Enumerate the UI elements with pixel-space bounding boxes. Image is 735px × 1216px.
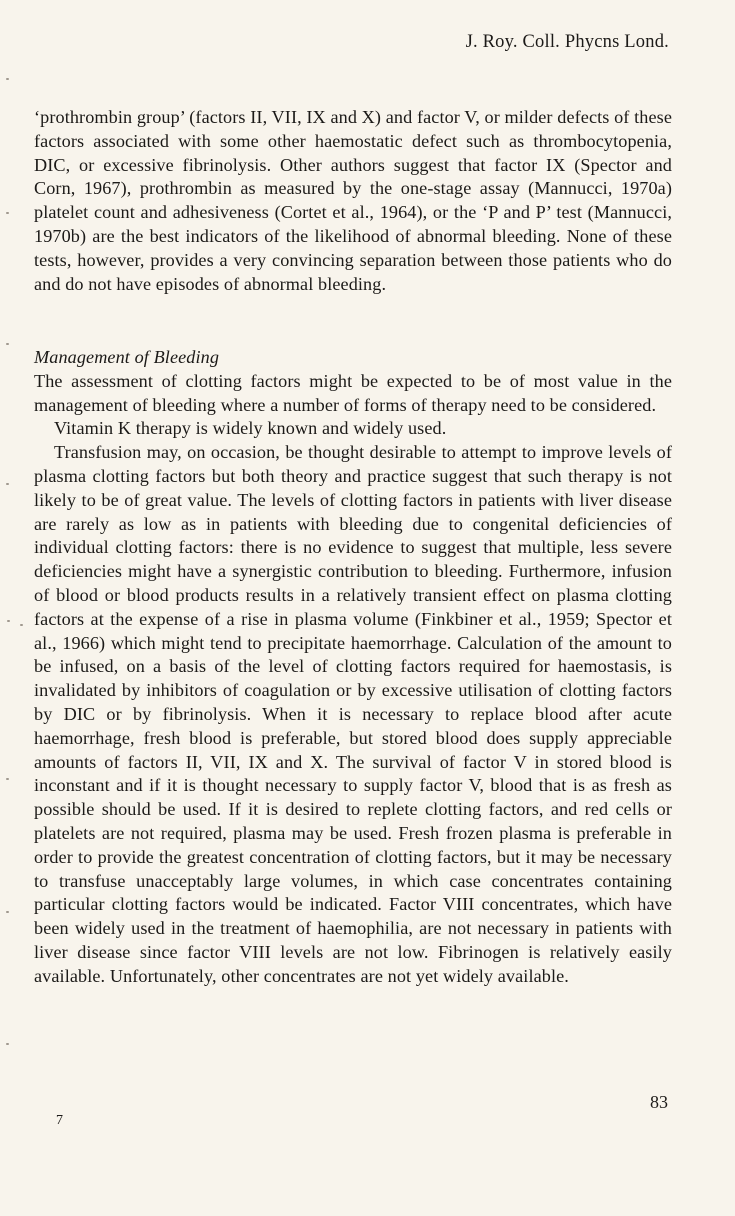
margin-speck [6,343,9,345]
margin-speck [20,624,23,626]
intro-section [34,106,672,296]
page-number: 83 [650,1092,668,1112]
section-heading: Management of Bleeding [34,347,220,367]
intro-paragraph: ‘prothrombin group’ (factors II, VII, IX and X) and factor V, or milder defects of these factors associated with some other haemostatic defect such as thrombocytopenia, DIC, or excessive fibrinolysis. Other authors suggest that factor IX (Spector and Corn, 1967), prothrombin as measured by the one-stage assay (Mannucci, 1970a) platelet count and adhesiveness (Cortet et al., 1964), or the ‘P and P’ test (Mannucci, 1970b) are the best indicators of the likelihood of abnormal bleeding. None of these tests, however, provides a very convincing separation between those patients who do and do not have episodes of abnormal bleeding. [34,107,672,294]
margin-speck [6,911,9,913]
margin-speck [6,212,9,214]
paragraph-vitamin-k: Vitamin K therapy is widely known and widely used. [54,418,447,439]
margin-speck [6,483,9,485]
paragraph-assessment: The assessment of clotting factors might be expected to be of most value in the management of bleeding where a number of forms of therapy need to be considered. [34,370,672,415]
paragraph-transfusion: Transfusion may, on occasion, be thought desirable to attempt to improve levels of plasma clotting factors but both theory and practice suggest that such therapy is not likely to be of great value. The levels of clotting factors in patients with liver disease are rarely as low as in patients with bleeding due to congenital deficiencies of individual clotting factors: there is no evidence to suggest that multiple, less severe deficiencies might have a synergistic contribution to bleeding. Furthermore, infusion of blood or blood products results in a relatively transient effect on plasma clotting factors at the expense of a rise in plasma volume (Finkbiner et al., 1959; Spector et al., 1966) which might tend to precipitate haemorrhage. Calculation of the amount to be infused, on a basis of the level of clotting factors required for haemostasis, is invalidated by inhibitors of coagulation or by excessive utilisation of clotting factors by DIC or by fibrinolysis. When it is necessary to replace blood after acute haemorrhage, fresh blood is preferable, but stored blood does supply appreciable amounts of factors II, VII, IX and X. The survival of factor V in stored blood is inconstant and if it is thought necessary to supply factor V, blood that is as fresh as possible should be used. If it is desired to replete clotting factors, and red cells or platelets are not required, plasma may be used. Fresh frozen plasma is preferable in order to provide the greatest concentration of clotting factors, but it may be necessary to transfuse unacceptably large volumes, in which case concentrates containing particular clotting factors would be indicated. Factor VIII concentrates, which have been widely used in the treatment of haemophilia, are not necessary in patients with liver disease since factor VIII levels are not low. Fibrinogen is relatively easily available. Unfortunately, other concentrates are not yet widely available. [34,442,672,986]
margin-speck [6,78,9,80]
running-head: J. Roy. Coll. Phycns Lond. [465,32,669,52]
margin-speck [7,620,10,622]
margin-speck [6,778,9,780]
management-section [34,346,672,989]
margin-speck [6,1043,9,1045]
signature-mark: 7 [56,1113,63,1128]
